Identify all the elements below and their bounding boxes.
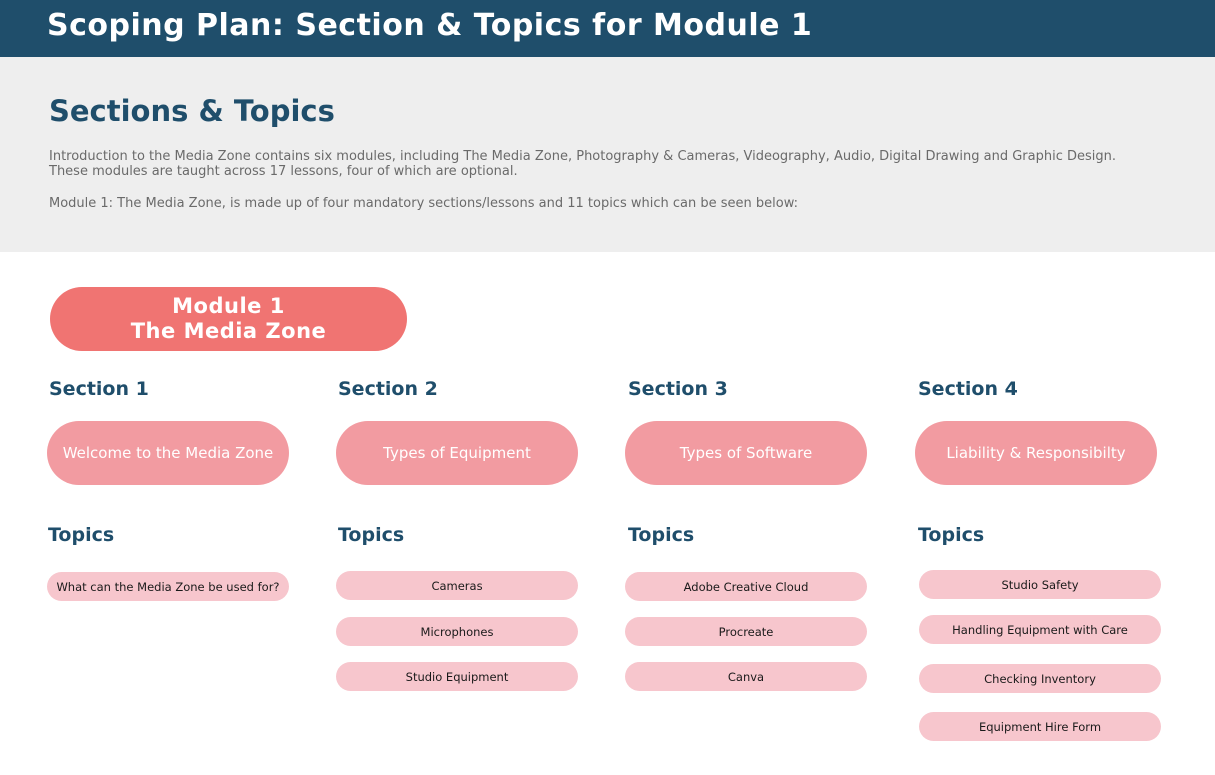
intro-paragraph-1: Introduction to the Media Zone contains six modules, including The Media Zone, Photography & Cameras, Videography, Audio, Digital Drawing and Graphic Design. These modules are taught across 17 lessons, four of which are optional. — [49, 149, 1117, 179]
section-1-title: Section 1 — [49, 378, 149, 400]
intro-heading: Sections & Topics — [49, 94, 335, 128]
intro-panel — [0, 57, 1215, 252]
section-4-topics-heading: Topics — [918, 524, 985, 546]
section-3-pill: Types of Software — [625, 421, 867, 485]
section-3-topic-3: Canva — [625, 662, 867, 691]
section-3-topic-2: Procreate — [625, 617, 867, 646]
section-4-pill: Liability & Responsibilty — [915, 421, 1157, 485]
intro-paragraph-2: Module 1: The Media Zone, is made up of four mandatory sections/lessons and 11 topics which can be seen below: — [49, 196, 798, 211]
section-2-pill: Types of Equipment — [336, 421, 578, 485]
page-title: Scoping Plan: Section & Topics for Module 1 — [47, 8, 813, 43]
section-2-topic-2: Microphones — [336, 617, 578, 646]
section-3-topics-heading: Topics — [628, 524, 695, 546]
section-2-title: Section 2 — [338, 378, 438, 400]
section-3-title: Section 3 — [628, 378, 728, 400]
section-4-topic-2: Handling Equipment with Care — [919, 615, 1161, 644]
module-name: The Media Zone — [130, 319, 327, 343]
section-1-topic-1: What can the Media Zone be used for? — [47, 572, 289, 601]
section-4-topic-3: Checking Inventory — [919, 664, 1161, 693]
module-pill — [50, 287, 407, 351]
section-1-pill: Welcome to the Media Zone — [47, 421, 289, 485]
header-bar — [0, 0, 1215, 57]
section-4-title: Section 4 — [918, 378, 1018, 400]
section-4-topic-4: Equipment Hire Form — [919, 712, 1161, 741]
section-4-topic-1: Studio Safety — [919, 570, 1161, 599]
section-1-topics-heading: Topics — [48, 524, 115, 546]
section-2-topic-3: Studio Equipment — [336, 662, 578, 691]
section-3-topic-1: Adobe Creative Cloud — [625, 572, 867, 601]
section-2-topic-1: Cameras — [336, 571, 578, 600]
module-number: Module 1 — [172, 294, 285, 318]
section-2-topics-heading: Topics — [338, 524, 405, 546]
